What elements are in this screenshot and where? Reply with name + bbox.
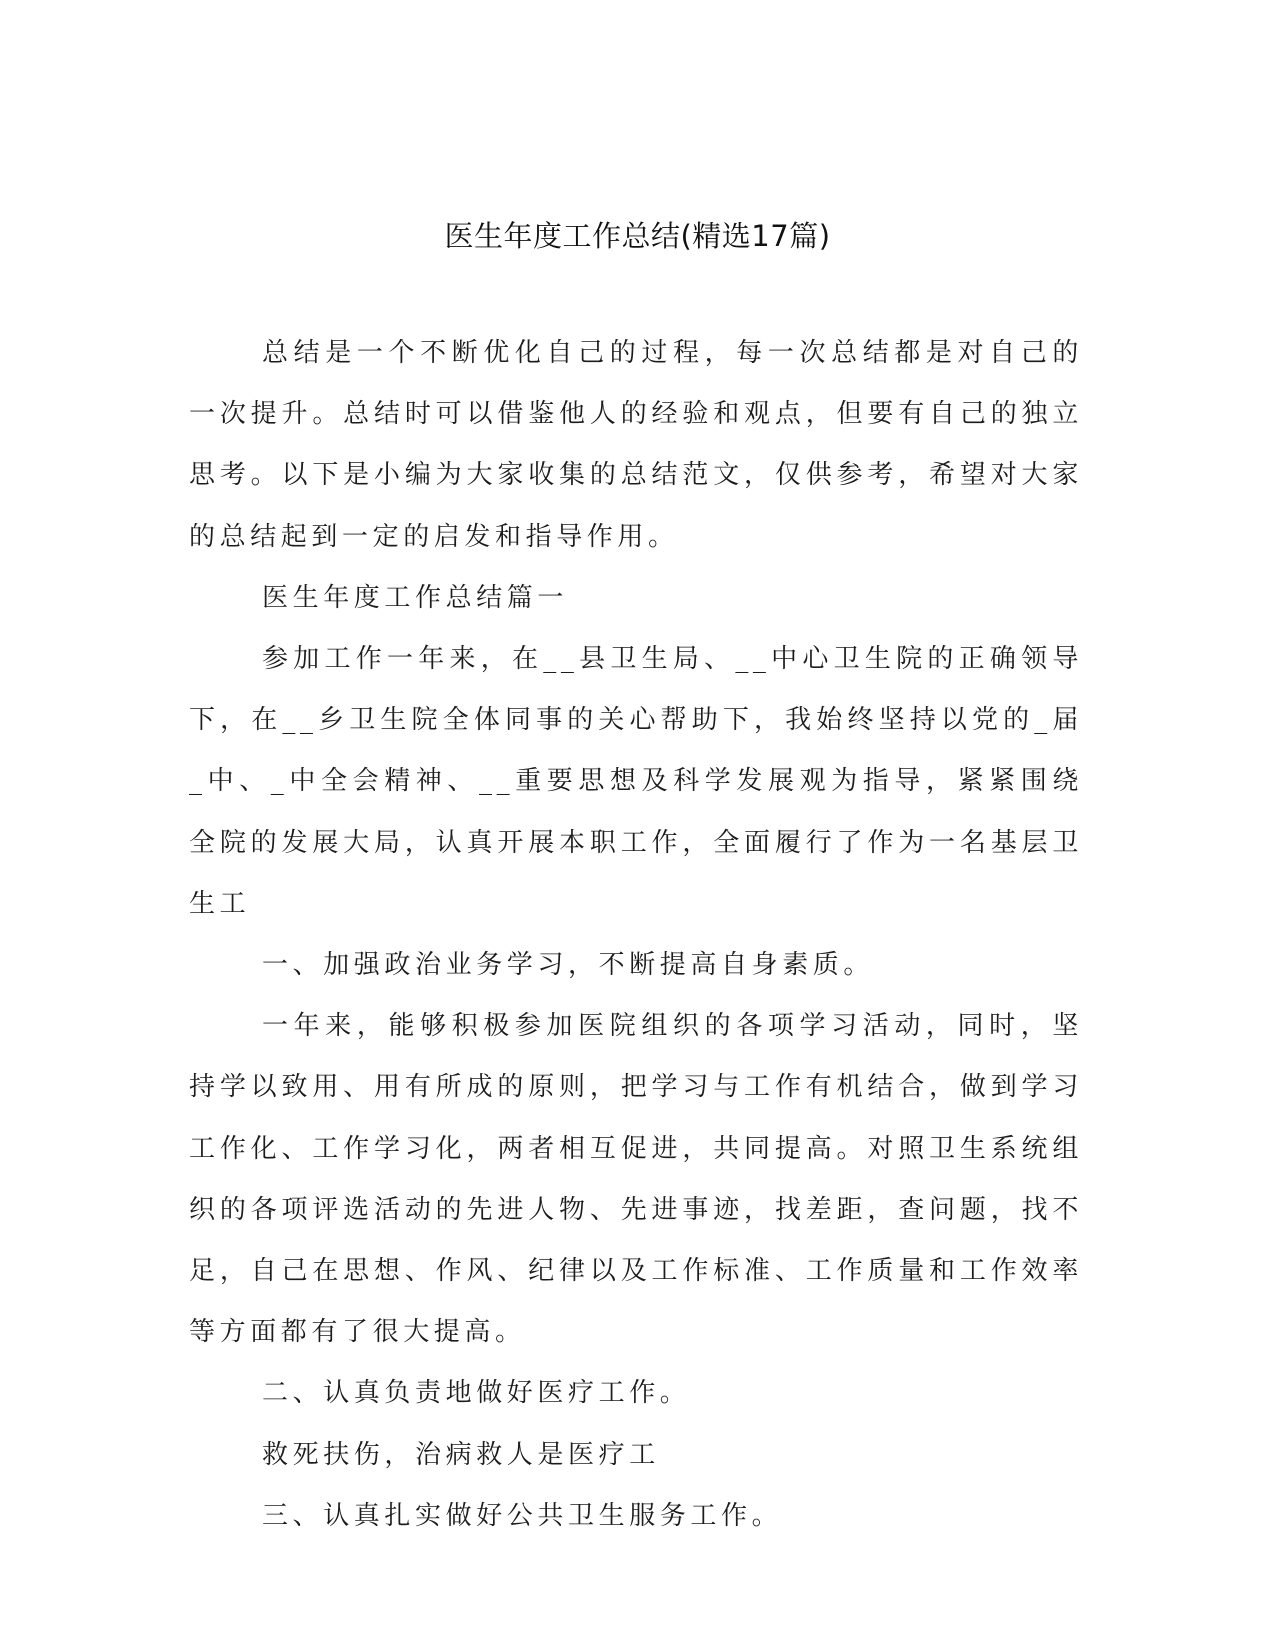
section-heading-2: 二、认真负责地做好医疗工作。 [262,1378,691,1409]
section-heading-3: 三、认真扎实做好公共卫生服务工作。 [262,1500,783,1531]
section-heading-1: 一、加强政治业务学习，不断提高自身素质。 [262,950,875,981]
body-paragraph: 救死扶伤，治病救人是医疗工 [262,1439,660,1470]
document-body [189,323,1083,1547]
document-title: 医生年度工作总结(精选17篇) [444,219,831,253]
body-paragraph: 一年来，能够积极参加医院组织的各项学习活动，同时，坚持学以致用、用有所成的原则，把学习与工作有机结合，做到学习工作化、工作学习化，两者相互促进，共同提高。对照卫生系统组织的各项评选活动的先进人物、先进事迹，找差距，查问题，找不足，自己在思想、作风、纪律以及工作标准、工作质量和工作效率等方面都有了很大提高。 [189,1011,1083,1348]
body-paragraph: 参加工作一年来，在__县卫生局、__中心卫生院的正确领导下，在__乡卫生院全体同事的关心帮助下，我始终坚持以党的_届_中、_中全会精神、__重要思想及科学发展观为指导，紧紧围绕全院的发展大局，认真开展本职工作，全面履行了作为一名基层卫生工 [189,644,1083,919]
section-heading-part-one: 医生年度工作总结篇一 [262,582,569,613]
intro-paragraph: 总结是一个不断优化自己的过程，每一次总结都是对自己的一次提升。总结时可以借鉴他人的经验和观点，但要有自己的独立思考。以下是小编为大家收集的总结范文，仅供参考，希望对大家的总结起到一定的启发和指导作用。 [189,338,1083,552]
